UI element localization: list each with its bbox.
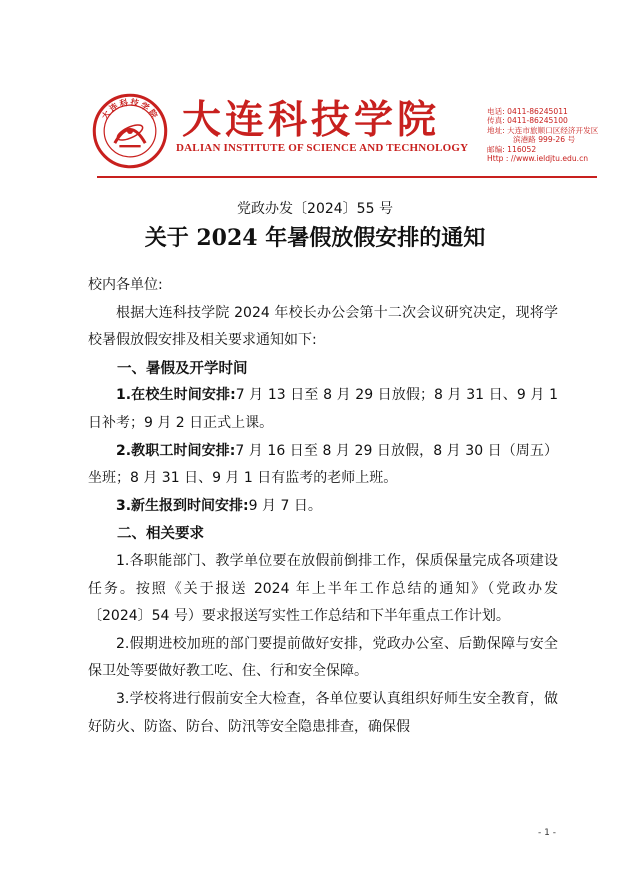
document-body [88, 272, 558, 741]
page-number: - 1 - [538, 828, 556, 838]
school-name-cn: 大连科技学院 [182, 97, 441, 143]
contact-address: 地址: 大连市旅顺口区经济开发区 [487, 125, 599, 135]
document-number: 党政办发〔2024〕55 号 [237, 201, 393, 217]
section-heading-2: 二、相关要求 [117, 525, 204, 543]
svg-text:大连科技学院: 大连科技学院 [99, 96, 161, 122]
item-text: 9 月 7 日。 [248, 497, 322, 514]
contact-address-line2: 滨港路 999-26 号 [513, 135, 576, 145]
intro-paragraph: 根据大连科技学院 2024 年校长办公会第十二次会议研究决定，现将学校暑假放假安排及相关要求通知如下: [88, 304, 558, 349]
item-label: 3.新生报到时间安排: [116, 497, 249, 514]
contact-fax: 传真: 0411-86245100 [487, 116, 568, 126]
item-label: 1.在校生时间安排: [116, 387, 236, 404]
schedule-item-staff [88, 438, 558, 493]
item-label: 2.教职工时间安排: [116, 442, 236, 459]
letterhead-divider [97, 176, 597, 178]
contact-phone: 电话: 0411-86245011 [487, 107, 568, 116]
school-seal-logo [92, 93, 168, 169]
school-name-en: DALIAN INSTITUTE OF SCIENCE AND TECHNOLOGY [176, 142, 469, 154]
item-text: 7 月 13 日至 8 月 29 日放假；8 月 31 日、9 月 1 日补考；9 月 2 日正式上课。 [88, 387, 558, 431]
item-text: 7 月 16 日至 8 月 29 日放假，8 月 30 日（周五）坐班；8 月 31 日、9 月 1 日有监考的老师上班。 [88, 442, 558, 487]
document-title: 关于 2024 年暑假放假安排的通知 [144, 225, 486, 251]
salutation: 校内各单位: [88, 277, 163, 293]
requirement-paragraph: 3.学校将进行假前安全大检查，各单位要认真组织好师生安全教育，做好防火、防盗、防台、防汛等安全隐患排查，确保假 [88, 690, 558, 735]
schedule-item-students [88, 382, 558, 437]
section-heading-1: 一、暑假及开学时间 [117, 359, 248, 377]
contact-postcode: 邮编: 116052 [487, 144, 537, 154]
schedule-item-freshmen [88, 493, 558, 521]
contact-website: Http : //www.ieldjtu.edu.cn [487, 154, 589, 164]
requirement-paragraph: 1.各职能部门、教学单位要在放假前倒排工作，保质保量完成各项建设任务。按照《关于报送 2024 年上半年工作总结的通知》（党政办发〔2024〕54 号）要求报送写实性工作总结和下半年重点工作计划。 [88, 552, 558, 625]
requirement-paragraph: 2.假期进校加班的部门要提前做好安排，党政办公室、后勤保障与安全保卫处等要做好教工吃、住、行和安全保障。 [88, 635, 558, 680]
contact-info [487, 107, 617, 163]
